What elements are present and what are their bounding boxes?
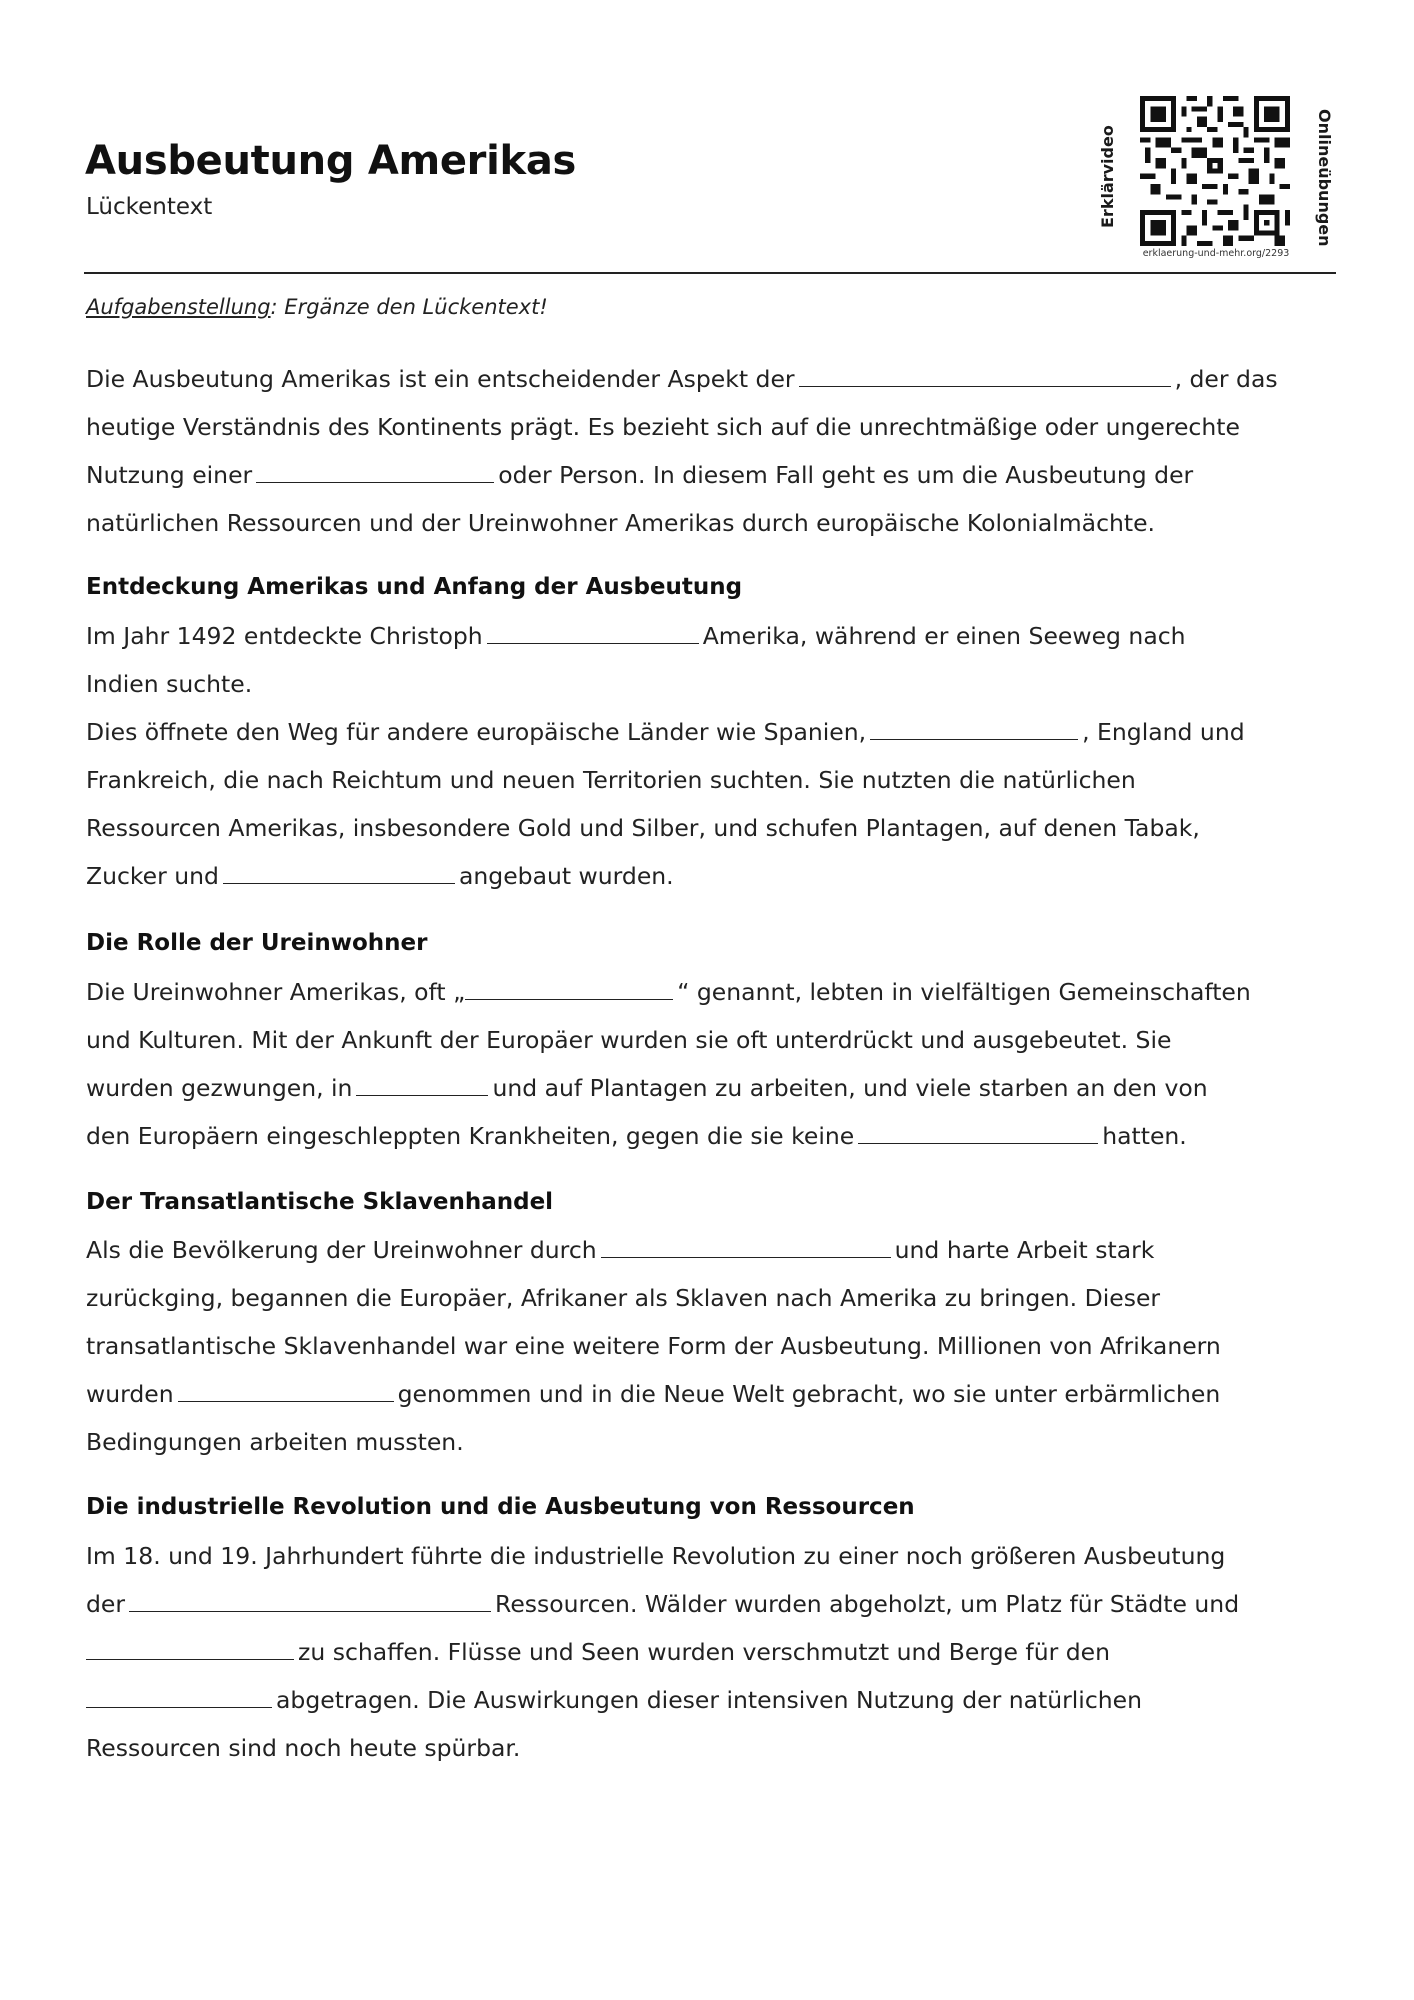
blank-field[interactable] <box>858 1121 1098 1144</box>
instruction-label: Aufgabenstellung <box>86 295 271 319</box>
text-segment: genommen und in die Neue Welt gebracht, wo sie unter erbärmlichen <box>397 1380 1221 1408</box>
blank-field[interactable] <box>487 621 699 644</box>
text-segment: Als die Bevölkerung der Ureinwohner durch <box>86 1236 597 1264</box>
text-line: heutige Verständnis des Kontinents prägt. Es bezieht sich auf die unrechtmäßige oder ungerechte <box>86 413 1240 441</box>
text-segment: abgetragen. Die Auswirkungen dieser intensiven Nutzung der natürlichen <box>276 1686 1142 1714</box>
text-segment: Dies öffnete den Weg für andere europäische Länder wie Spanien, <box>86 718 867 746</box>
text-segment: Zucker und <box>86 862 219 890</box>
text-segment: zu schaffen. Flüsse und Seen wurden verschmutzt und Berge für den <box>298 1638 1110 1666</box>
text-segment: Die Ureinwohner Amerikas, oft „ <box>86 978 466 1006</box>
page-title: Ausbeutung Amerikas <box>85 138 577 184</box>
text-segment: hatten. <box>1102 1122 1187 1150</box>
blank-field[interactable] <box>256 460 494 483</box>
text-segment: angebaut wurden. <box>458 862 674 890</box>
text-segment: Die Ausbeutung Amerikas ist ein entscheidender Aspekt der <box>86 365 795 393</box>
text-line <box>86 852 1336 900</box>
instruction-text: : Ergänze den Lückentext! <box>270 295 548 319</box>
text-line <box>86 1112 1336 1160</box>
section-2-paragraph <box>86 968 1336 1160</box>
blank-field[interactable] <box>129 1589 491 1612</box>
text-segment: Im Jahr 1492 entdeckte Christoph <box>86 622 483 650</box>
text-line <box>86 355 1336 403</box>
blank-field[interactable] <box>356 1073 488 1096</box>
blank-field[interactable] <box>465 977 673 1000</box>
text-line: transatlantische Sklavenhandel war eine weitere Form der Ausbeutung. Millionen von Afrikanern <box>86 1332 1221 1360</box>
text-line <box>86 1580 1336 1628</box>
task-instruction <box>86 295 548 319</box>
section-4-paragraph <box>86 1532 1336 1772</box>
qr-code-image[interactable] <box>1140 96 1290 246</box>
intro-paragraph <box>86 355 1336 547</box>
section-heading: Die Rolle der Ureinwohner <box>86 930 428 956</box>
blank-field[interactable] <box>601 1235 891 1258</box>
text-line <box>86 708 1336 756</box>
section-3-paragraph <box>86 1226 1336 1466</box>
text-line <box>86 968 1336 1016</box>
qr-right-label: Onlineübungen <box>1315 109 1334 247</box>
text-segment: “ genannt, lebten in vielfältigen Gemeinschaften <box>677 978 1251 1006</box>
text-segment: Nutzung einer <box>86 461 253 489</box>
text-segment: wurden gezwungen, in <box>86 1074 353 1102</box>
text-segment: und auf Plantagen zu arbeiten, und viele starben an den von <box>492 1074 1208 1102</box>
blank-field[interactable] <box>799 364 1171 387</box>
text-line <box>86 1064 1336 1112</box>
text-segment: und harte Arbeit stark <box>894 1236 1155 1264</box>
text-line: Bedingungen arbeiten mussten. <box>86 1428 464 1456</box>
text-segment: wurden <box>86 1380 174 1408</box>
text-line: Im 18. und 19. Jahrhundert führte die industrielle Revolution zu einer noch größeren Ausbeutung <box>86 1542 1226 1570</box>
section-1-paragraph <box>86 612 1336 900</box>
section-heading: Entdeckung Amerikas und Anfang der Ausbeutung <box>86 574 743 600</box>
text-segment: den Europäern eingeschleppten Krankheiten, gegen die sie keine <box>86 1122 855 1150</box>
text-segment: der <box>86 1590 126 1618</box>
text-line: Frankreich, die nach Reichtum und neuen Territorien suchten. Sie nutzten die natürlichen <box>86 766 1136 794</box>
blank-field[interactable] <box>223 861 455 884</box>
text-line: Ressourcen sind noch heute spürbar. <box>86 1734 521 1762</box>
text-line <box>86 1628 1336 1676</box>
text-segment: , England und <box>1082 718 1245 746</box>
blank-field[interactable] <box>178 1379 394 1402</box>
text-line: natürlichen Ressourcen und der Ureinwohner Amerikas durch europäische Kolonialmächte. <box>86 509 1156 537</box>
text-line <box>86 451 1336 499</box>
text-line <box>86 612 1336 660</box>
qr-url: erklaerung-und-mehr.org/2293 <box>1142 248 1290 259</box>
section-heading: Der Transatlantische Sklavenhandel <box>86 1189 554 1215</box>
text-line <box>86 1676 1336 1724</box>
text-segment: , der das <box>1174 365 1278 393</box>
text-segment: Amerika, während er einen Seeweg nach <box>702 622 1186 650</box>
text-line: Indien suchte. <box>86 670 253 698</box>
qr-left-label: Erklärvideo <box>1098 125 1117 229</box>
text-line: Ressourcen Amerikas, insbesondere Gold und Silber, und schufen Plantagen, auf denen Tabak, <box>86 814 1200 842</box>
text-line: und Kulturen. Mit der Ankunft der Europäer wurden sie oft unterdrückt und ausgebeutet. Sie <box>86 1026 1172 1054</box>
header-divider <box>84 272 1336 274</box>
blank-field[interactable] <box>86 1637 294 1660</box>
text-segment: oder Person. In diesem Fall geht es um die Ausbeutung der <box>498 461 1194 489</box>
text-line <box>86 1370 1336 1418</box>
blank-field[interactable] <box>86 1685 272 1708</box>
page-subtitle: Lückentext <box>86 194 213 220</box>
text-line <box>86 1226 1336 1274</box>
text-segment: Ressourcen. Wälder wurden abgeholzt, um Platz für Städte und <box>495 1590 1240 1618</box>
text-line: zurückging, begannen die Europäer, Afrikaner als Sklaven nach Amerika zu bringen. Dieser <box>86 1284 1161 1312</box>
section-heading: Die industrielle Revolution und die Ausbeutung von Ressourcen <box>86 1494 915 1520</box>
blank-field[interactable] <box>870 717 1078 740</box>
